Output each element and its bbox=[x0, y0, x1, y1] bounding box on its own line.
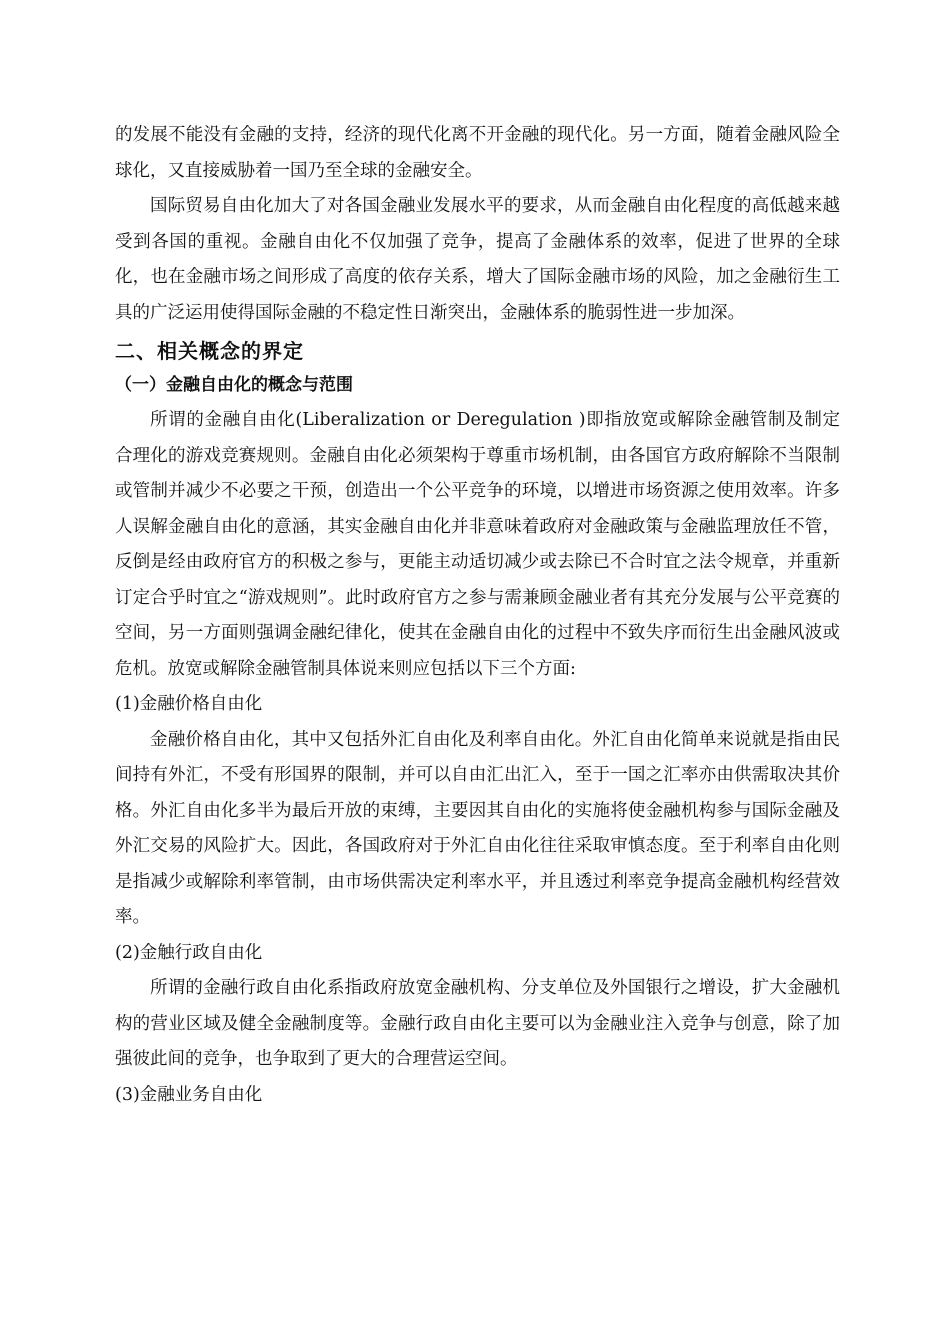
paragraph-price-liberalization: 金融价格自由化，其中又包括外汇自由化及利率自由化。外汇自由化简单来说就是指由民间持有外汇，不受有形国界的限制，并可以自由汇出汇入，至于一国之汇率亦由供需取决其价格。外汇自由化多半为最后开放的束缚，主要因其自由化的实施将使金融机构参与国际金融及外汇交易的风险扩大。因此，各国政府对于外汇自由化往往采取审慎态度。至于利率自由化则是指减少或解除利率管制，由市场供需决定利率水平，并且透过利率竞争提高金融机构经营效率。 bbox=[115, 729, 840, 927]
paragraph-definition: 所谓的金融自由化(Liberalization or Deregulation )即指放宽或解除金融管制及制定合理化的游戏竞赛规则。金融自由化必须架构于尊重市场机制，由各国官方政府解除不当限制或管制并减少不必要之干预，创造出一个公平竞争的环境，以增进市场资源之使用效率。许多人误解金融自由化的意涵，其实金融自由化并非意味着政府对金融政策与金融监理放任不管，反倒是经由政府官方的积极之参与，更能主动适切减少或去除已不合时宜之法令规章，并重新订定合乎时宜之“游戏规则”。此时政府官方之参与需兼顾金融业者有其充分发展与公平竞赛的空间，另一方面则强调金融纪律化，使其在金融自由化的过程中不致失序而衍生出金融风波或危机。放宽或解除金融管制具体说来则应包括以下三个方面: bbox=[115, 410, 840, 679]
list-item-administrative-liberalization: (2)金触行政自由化 bbox=[115, 942, 263, 963]
paragraph-administrative-liberalization: 所谓的金融行政自由化系指政府放宽金融机构、分支单位及外国银行之增设，扩大金融机构的营业区域及健全金融制度等。金融行政自由化主要可以为金融业注入竞争与创意，除了加强彼此间的竞争，也争取到了更大的合理营运空间。 bbox=[115, 978, 840, 1069]
list-item-business-liberalization: (3)金融业务自由化 bbox=[115, 1084, 263, 1105]
subsection-heading: （一）金融自由化的概念与范围 bbox=[115, 375, 353, 395]
document-page bbox=[115, 118, 840, 1113]
paragraph-trade-liberalization: 国际贸易自由化加大了对各国金融业发展水平的要求，从而金融自由化程度的高低越来越受到各国的重视。金融自由化不仅加强了竞争，提高了金融体系的效率，促进了世界的全球化，也在金融市场之间形成了高度的依存关系，增大了国际金融市场的风险，加之金融衍生工具的广泛运用使得国际金融的不稳定性日渐突出，金融体系的脆弱性进一步加深。 bbox=[115, 196, 840, 323]
section-heading: 二、相关概念的界定 bbox=[115, 339, 304, 363]
paragraph-continuation: 的发展不能没有金融的支持，经济的现代化离不开金融的现代化。另一方面，随着金融风险全球化，又直接威胁着一国乃至全球的金融安全。 bbox=[115, 125, 840, 181]
list-item-price-liberalization: (1)金融价格自由化 bbox=[115, 694, 263, 714]
